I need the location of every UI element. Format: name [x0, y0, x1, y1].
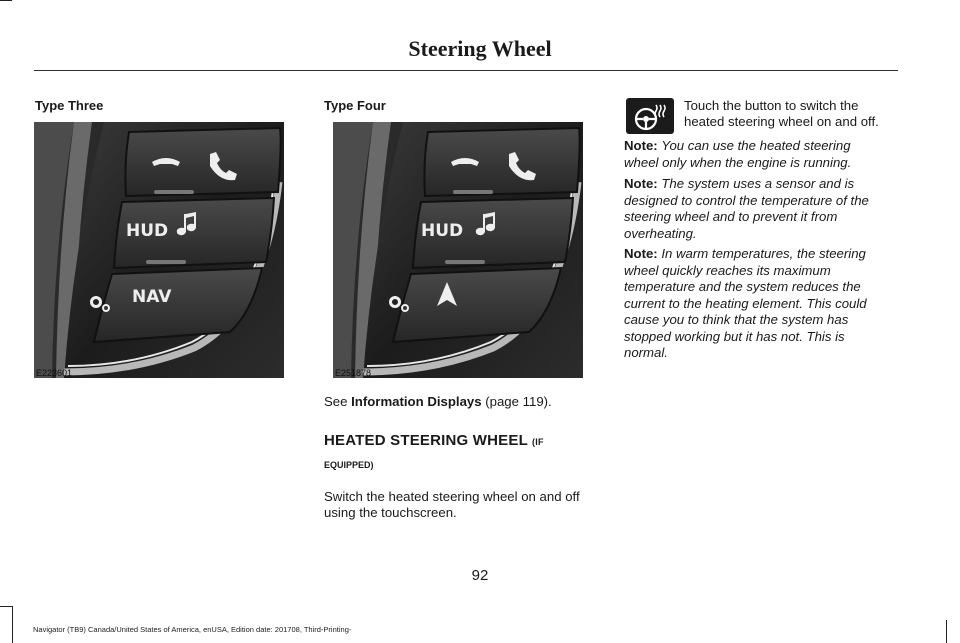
hud-button-label: HUD — [126, 221, 169, 241]
touch-button-intro: Touch the button to switch the heated steering wheel on and off. — [684, 98, 879, 129]
steering-wheel-controls-illustration — [333, 122, 583, 378]
figure-code: E223601 — [36, 368, 73, 378]
figure-code: E251878 — [335, 368, 372, 378]
page-title: Steering Wheel — [408, 36, 552, 61]
type-three-label: Type Three — [35, 98, 104, 113]
information-displays-link[interactable]: Information Displays — [351, 394, 482, 409]
heated-steering-wheel-icon — [626, 98, 674, 134]
page-number: 92 — [471, 567, 489, 584]
nav-button-label: NAV — [132, 287, 172, 307]
see-reference: See Information Displays (page 119). — [324, 394, 552, 409]
crop-mark — [946, 620, 947, 643]
type-three-figure — [34, 122, 284, 378]
note-engine-running: Note: You can use the heated steering wheel only when the engine is running. — [624, 138, 852, 170]
type-four-figure — [333, 122, 583, 378]
note-warm-temperatures: Note: In warm temperatures, the steering wheel quickly reaches its maximum temperature and the system reduces the current to the heating element. This could cause you to think that the system has stopped working but it has not. This is normal. — [624, 246, 867, 360]
crop-mark — [0, 606, 12, 607]
steering-wheel-controls-illustration — [34, 122, 284, 378]
crop-mark — [0, 0, 12, 1]
type-four-label: Type Four — [324, 98, 386, 113]
section-heading: HEATED STEERING WHEEL (IF — [324, 432, 544, 449]
footer-edition: Navigator (TB9) Canada/United States of America, enUSA, Edition date: 201708, Third-Printing- — [33, 625, 352, 634]
section-heading-sub: EQUIPPED) — [324, 460, 374, 470]
crop-mark — [12, 606, 13, 643]
header-divider — [34, 70, 898, 71]
heated-wheel-paragraph: Switch the heated steering wheel on and off using the touchscreen. — [324, 489, 580, 520]
note-sensor: Note: The system uses a sensor and is designed to control the temperature of the steering wheel and to prevent it from overheating. — [624, 176, 869, 241]
hud-button-label: HUD — [421, 221, 464, 241]
